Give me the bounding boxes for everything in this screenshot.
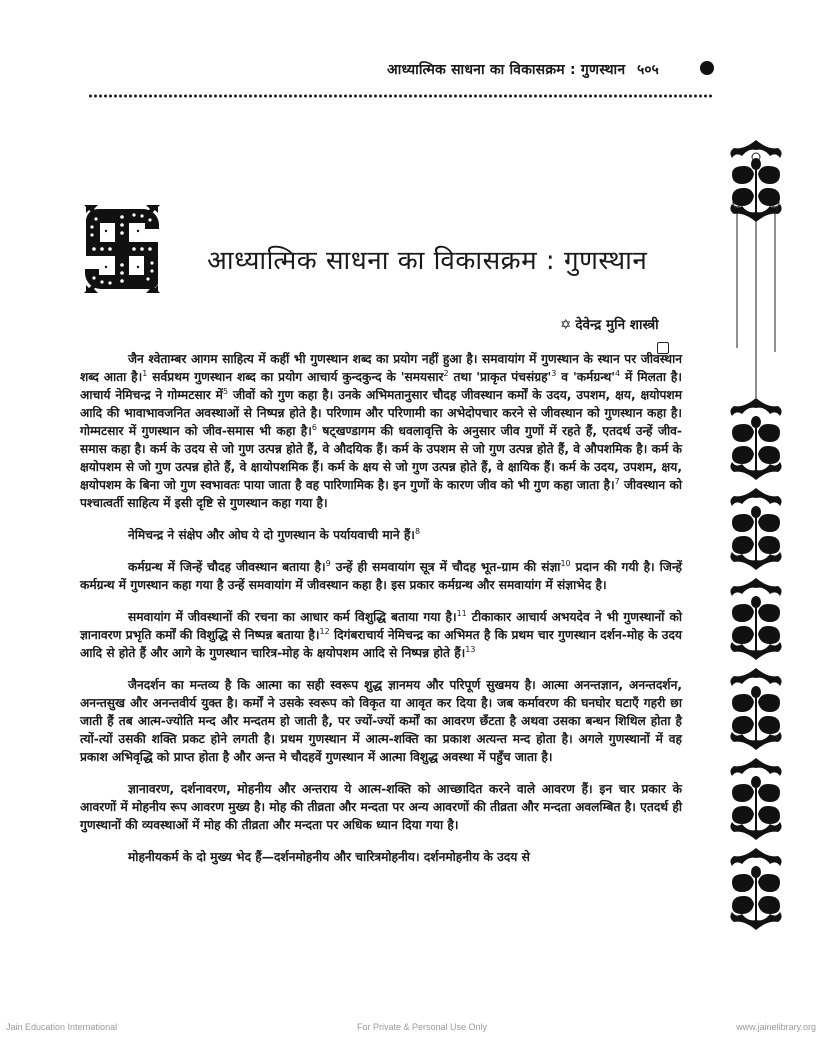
footer-usage-notice: For Private & Personal Use Only — [357, 1022, 488, 1032]
footnote-marker: 6 — [311, 422, 317, 432]
footnote-marker: 1 — [142, 368, 148, 378]
paragraph: ज्ञानावरण, दर्शनावरण, मोहनीय और अन्तराय ये आत्म-शक्ति को आच्छादित करने वाले आवरण हैं। इन चार प्रकार के आवरणों में मोहनीय रूप आवरण मुख्य है। मोह की तीव्रता और मन्दता पर अन्य आवरणों की तीव्रता और मन्दता अवलम्बित है। एतदर्थ ही गुणस्थानों की व्यवस्थाओं में मोह की तीव्रता और मन्दता पर अधिक ध्यान दिया गया है। — [80, 782, 682, 832]
footnote-marker: 10 — [560, 558, 571, 568]
running-head-title: आध्यात्मिक साधना का विकासक्रम : गुणस्थान — [387, 62, 626, 78]
paragraph: कर्मग्रन्थ में जिन्हें चौदह जीवस्थान बताया है।$^9$ उन्हें ही समवायांग सूत्र में चौदह भूत-ग्राम की संज्ञा$^{10}$ प्रदान की गयी है। जिन्हें कर्मग्रन्थ में गुणस्थान कहा गया है उन्हें समवायांग में जीवस्थान कहा है। इस प्रकार कर्मग्रन्थ और समवायांग में संज्ञाभेद है। — [80, 558, 682, 592]
running-head — [0, 60, 828, 84]
article-title: आध्यात्मिक साधना का विकासक्रम : गुणस्थान — [207, 246, 648, 277]
article-body — [80, 350, 682, 880]
dotted-divider — [88, 94, 712, 98]
paragraph: समवायांग में जीवस्थानों की रचना का आधार कर्म विशुद्धि बताया गया है।$^{11}$ टीकाकार आचार्य अभयदेव ने भी गुणस्थानों को ज्ञानावरण प्रभृति कर्मों की विशुद्धि से निष्पन्न बताया है।$^{12}$ दिगंबराचार्य नेमिचन्द्र का अभिमत है कि प्रथम चार गुणस्थान दर्शन-मोह के उदय आदि से होते हैं और आगे के गुणस्थान चारित्र-मोह के क्षयोपशम आदि से निष्पन्न होते हैं।$^{13}$ — [80, 608, 682, 660]
page-footer — [0, 1022, 828, 1036]
star-of-david-icon: ✡ — [560, 317, 572, 333]
footnote-marker: 11 — [456, 608, 467, 618]
footer-publisher: Jain Education International — [6, 1022, 118, 1032]
paragraph: जैन श्वेताम्बर आगम साहित्य में कहीं भी गुणस्थान शब्द का प्रयोग नहीं हुआ है। समवायांग में गुणस्थान के स्थान पर जीवस्थान शब्द आता है।$^1$ सर्वप्रथम गुणस्थान शब्द का प्रयोग आचार्य कुन्दकुन्द के 'समयसार$^2$ तथा 'प्राकृत $पंचसंग्रह'^3$ व '$कर्मग्रन्थ'^4$ में मिलता है। आचार्य नेमिचन्द्र ने गोम्मटसार में$^5$ जीवों को गुण कहा है। उनके अभिमतानुसार चौदह जीवस्थान कर्मों के उदय, उपशम, क्षय, क्षयोपशम आदि की भावाभावजनित अवस्थाओं से निष्पन्न होते है। परिणाम और परिणामी का अभेदोपचार करने से जीवस्थान को गुणस्थान कहा है। गोम्मटसार में गुणस्थान को जीव-समास भी कहा है।$^6$ षट्खण्डागम की धवलावृत्ति के अनुसार जीव गुणों में रहते हैं, एतदर्थ उन्हें जीव-समास कहा है। कर्म के उदय से जो गुण उत्पन्न होते हैं, वे औदयिक हैं। कर्म के उपशम से जो गुण उत्पन्न होते हैं, वे औपशमिक है। कर्म के क्षयोपशम से जो गुण उत्पन्न होते हैं, वे क्षायोपशमिक हैं। कर्म के क्षय से जो गुण उत्पन्न होते हैं, वे क्षायिक हैं। कर्म के उदय, उपशम, क्षय, क्षयोपशम के बिना जो गुण स्वभावतः पाया जाता है वह पारिणामिक है। इन गुणों के कारण जीव को भी गुण कहा जाता है।$^7$ जीवस्थान को पश्चात्वर्ती साहित्य में इसी दृष्टि से गुणस्थान कहा गया है। — [80, 352, 683, 510]
ornamental-border-icon — [726, 140, 786, 960]
footer-website-link[interactable]: www.jainelibrary.org — [736, 1022, 816, 1032]
footnote-marker: 13 — [465, 644, 476, 654]
footnote-marker: 5 — [222, 386, 229, 396]
page-number: ५०५ — [637, 62, 659, 78]
footnote-marker: 2 — [443, 368, 449, 378]
footnote-marker: 3 — [551, 368, 557, 378]
footnote-marker: 12 — [319, 626, 330, 636]
byline — [560, 315, 659, 333]
footnote-marker: 7 — [614, 476, 620, 486]
footnote-marker: 4 — [615, 368, 621, 378]
paragraph: नेमिचन्द्र ने संक्षेप और ओघ ये दो गुणस्थान के पर्यायवाची माने हैं।$^8$ — [128, 526, 421, 542]
swastika-emblem-icon — [82, 203, 162, 295]
footnote-marker: 9 — [325, 558, 331, 568]
author-name: देवेन्द्र मुनि शास्त्री — [575, 317, 659, 333]
bullet-dot-icon — [700, 61, 714, 75]
footnote-marker: 8 — [414, 526, 421, 536]
paragraph: जैनदर्शन का मन्तव्य है कि आत्मा का सही स्वरूप शुद्ध ज्ञानमय और परिपूर्ण सुखमय है। आत्मा अनन्तज्ञान, अनन्तदर्शन, अनन्तसुख और अनन्तवीर्य युक्त है। कर्मों ने उसके स्वरूप को विकृत या आवृत कर दिया है। जब कर्मावरण की घनघोर घटाएँ गहरी छा जाती हैं तब आत्म-ज्योति मन्द और मन्दतम हो जाती है, पर ज्यों-ज्यों कर्मों का आवरण छँटता है अथवा उसका बन्धन शिथिल होता है त्यों-त्यों उसकी शक्ति प्रकट होने लगती है। प्रथम गुणस्थान में आत्म-शक्ति का प्रकाश अत्यन्त मन्द होता है। अगले गुणस्थानों में वह प्रकाश अभिवृद्धि को प्राप्त होता है और अन्त मे चौदहवें गुणस्थान में आत्मा विशुद्ध अवस्था में पहुँच जाता है। — [80, 678, 682, 764]
paragraph: मोहनीयकर्म के दो मुख्य भेद हैं—दर्शनमोहनीय और चारित्रमोहनीय। दर्शनमोहनीय के उदय से — [128, 850, 530, 864]
